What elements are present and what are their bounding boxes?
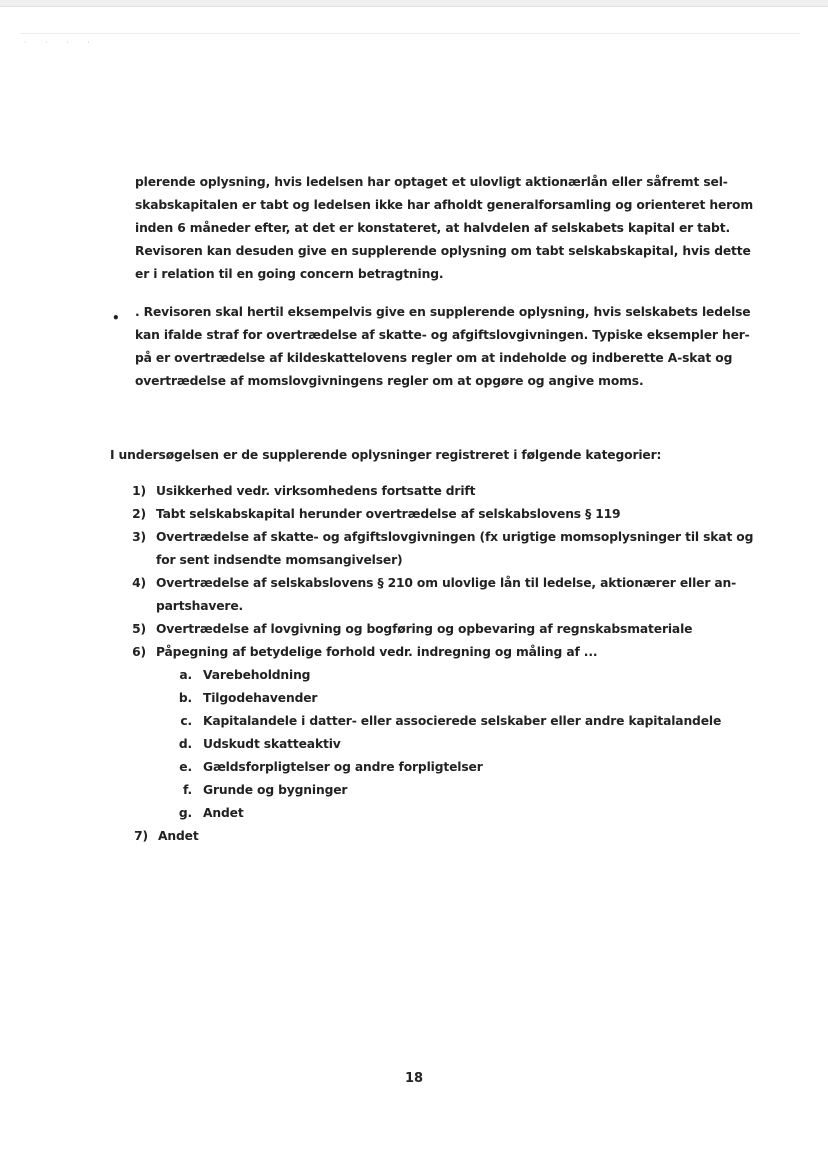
paragraph-line: overtrædelse af momslovgivningens regler om at opgøre og angive moms. (135, 374, 644, 388)
list-item: Tabt selskabskapital herunder overtrædelse af selskabslovens § 119 (156, 507, 621, 521)
list-number: 2) (132, 507, 146, 521)
paragraph-line: er i relation til en going concern betragtning. (135, 267, 444, 281)
sublist-item: Tilgodehavender (203, 691, 318, 705)
sublist-letter: d. (178, 737, 192, 751)
list-item: Andet (158, 829, 199, 843)
sublist-item: Gældsforpligtelser og andre forpligtelser (203, 760, 483, 774)
paragraph-line: inden 6 måneder efter, at det er konstateret, at halvdelen af selskabets kapital er tabt. (135, 221, 730, 235)
sublist-letter: b. (178, 691, 192, 705)
list-number: 7) (134, 829, 148, 843)
sublist-letter: a. (179, 668, 192, 682)
list-item-continuation: partshavere. (156, 599, 244, 613)
sublist-letter: f. (182, 783, 192, 797)
scan-edge (0, 0, 828, 7)
sublist-item: Varebeholdning (203, 668, 311, 682)
list-item: Overtrædelse af lovgivning og bogføring og opbevaring af regnskabsmateriale (156, 622, 693, 636)
sublist-item: Udskudt skatteaktiv (203, 737, 341, 751)
paragraph-line: kan ifalde straf for overtrædelse af skatte- og afgiftslovgivningen. Typiske eksempler her- (135, 328, 750, 342)
list-number: 4) (132, 576, 146, 590)
sublist-item: Kapitalandele i datter- eller associerede selskaber eller andre kapitalandele (203, 714, 722, 728)
paragraph-line: . Revisoren skal hertil eksempelvis give en supplerende oplysning, hvis selskabets ledelse (135, 305, 751, 319)
paragraph-line: Revisoren kan desuden give en supplerende oplysning om tabt selskabskapital, hvis dette (135, 244, 751, 258)
paragraph-line: på er overtrædelse af kildeskattelovens regler om at indeholde og indberette A-skat og (135, 351, 733, 365)
list-number: 1) (132, 484, 146, 498)
sublist-item: Andet (203, 806, 244, 820)
list-item: Overtrædelse af skatte- og afgiftslovgivningen (fx urigtige momsoplysninger til skat og (156, 530, 754, 544)
sublist-letter: c. (180, 714, 192, 728)
scan-rule (20, 33, 800, 34)
list-number: 6) (132, 645, 146, 659)
list-number: 5) (132, 622, 146, 636)
paragraph-line: plerende oplysning, hvis ledelsen har optaget et ulovligt aktionærlån eller såfremt sel- (135, 175, 728, 189)
list-item-continuation: for sent indsendte momsangivelser) (156, 553, 403, 567)
page-number: 18 (404, 1071, 424, 1086)
list-number: 3) (132, 530, 146, 544)
list-item: Påpegning af betydelige forhold vedr. indregning og måling af ... (156, 645, 598, 659)
list-item: Usikkerhed vedr. virksomhedens fortsatte drift (156, 484, 476, 498)
sublist-letter: g. (178, 806, 192, 820)
paragraph-line: skabskapitalen er tabt og ledelsen ikke har afholdt generalforsamling og orienteret herom (135, 198, 754, 212)
scan-specks: · · · · (24, 38, 98, 47)
bullet-marker: • (112, 311, 120, 325)
list-item: Overtrædelse af selskabslovens § 210 om ulovlige lån til ledelse, aktionærer eller an- (156, 576, 737, 590)
sublist-letter: e. (179, 760, 192, 774)
sublist-item: Grunde og bygninger (203, 783, 348, 797)
categories-intro: I undersøgelsen er de supplerende oplysninger registreret i følgende kategorier: (110, 448, 662, 462)
